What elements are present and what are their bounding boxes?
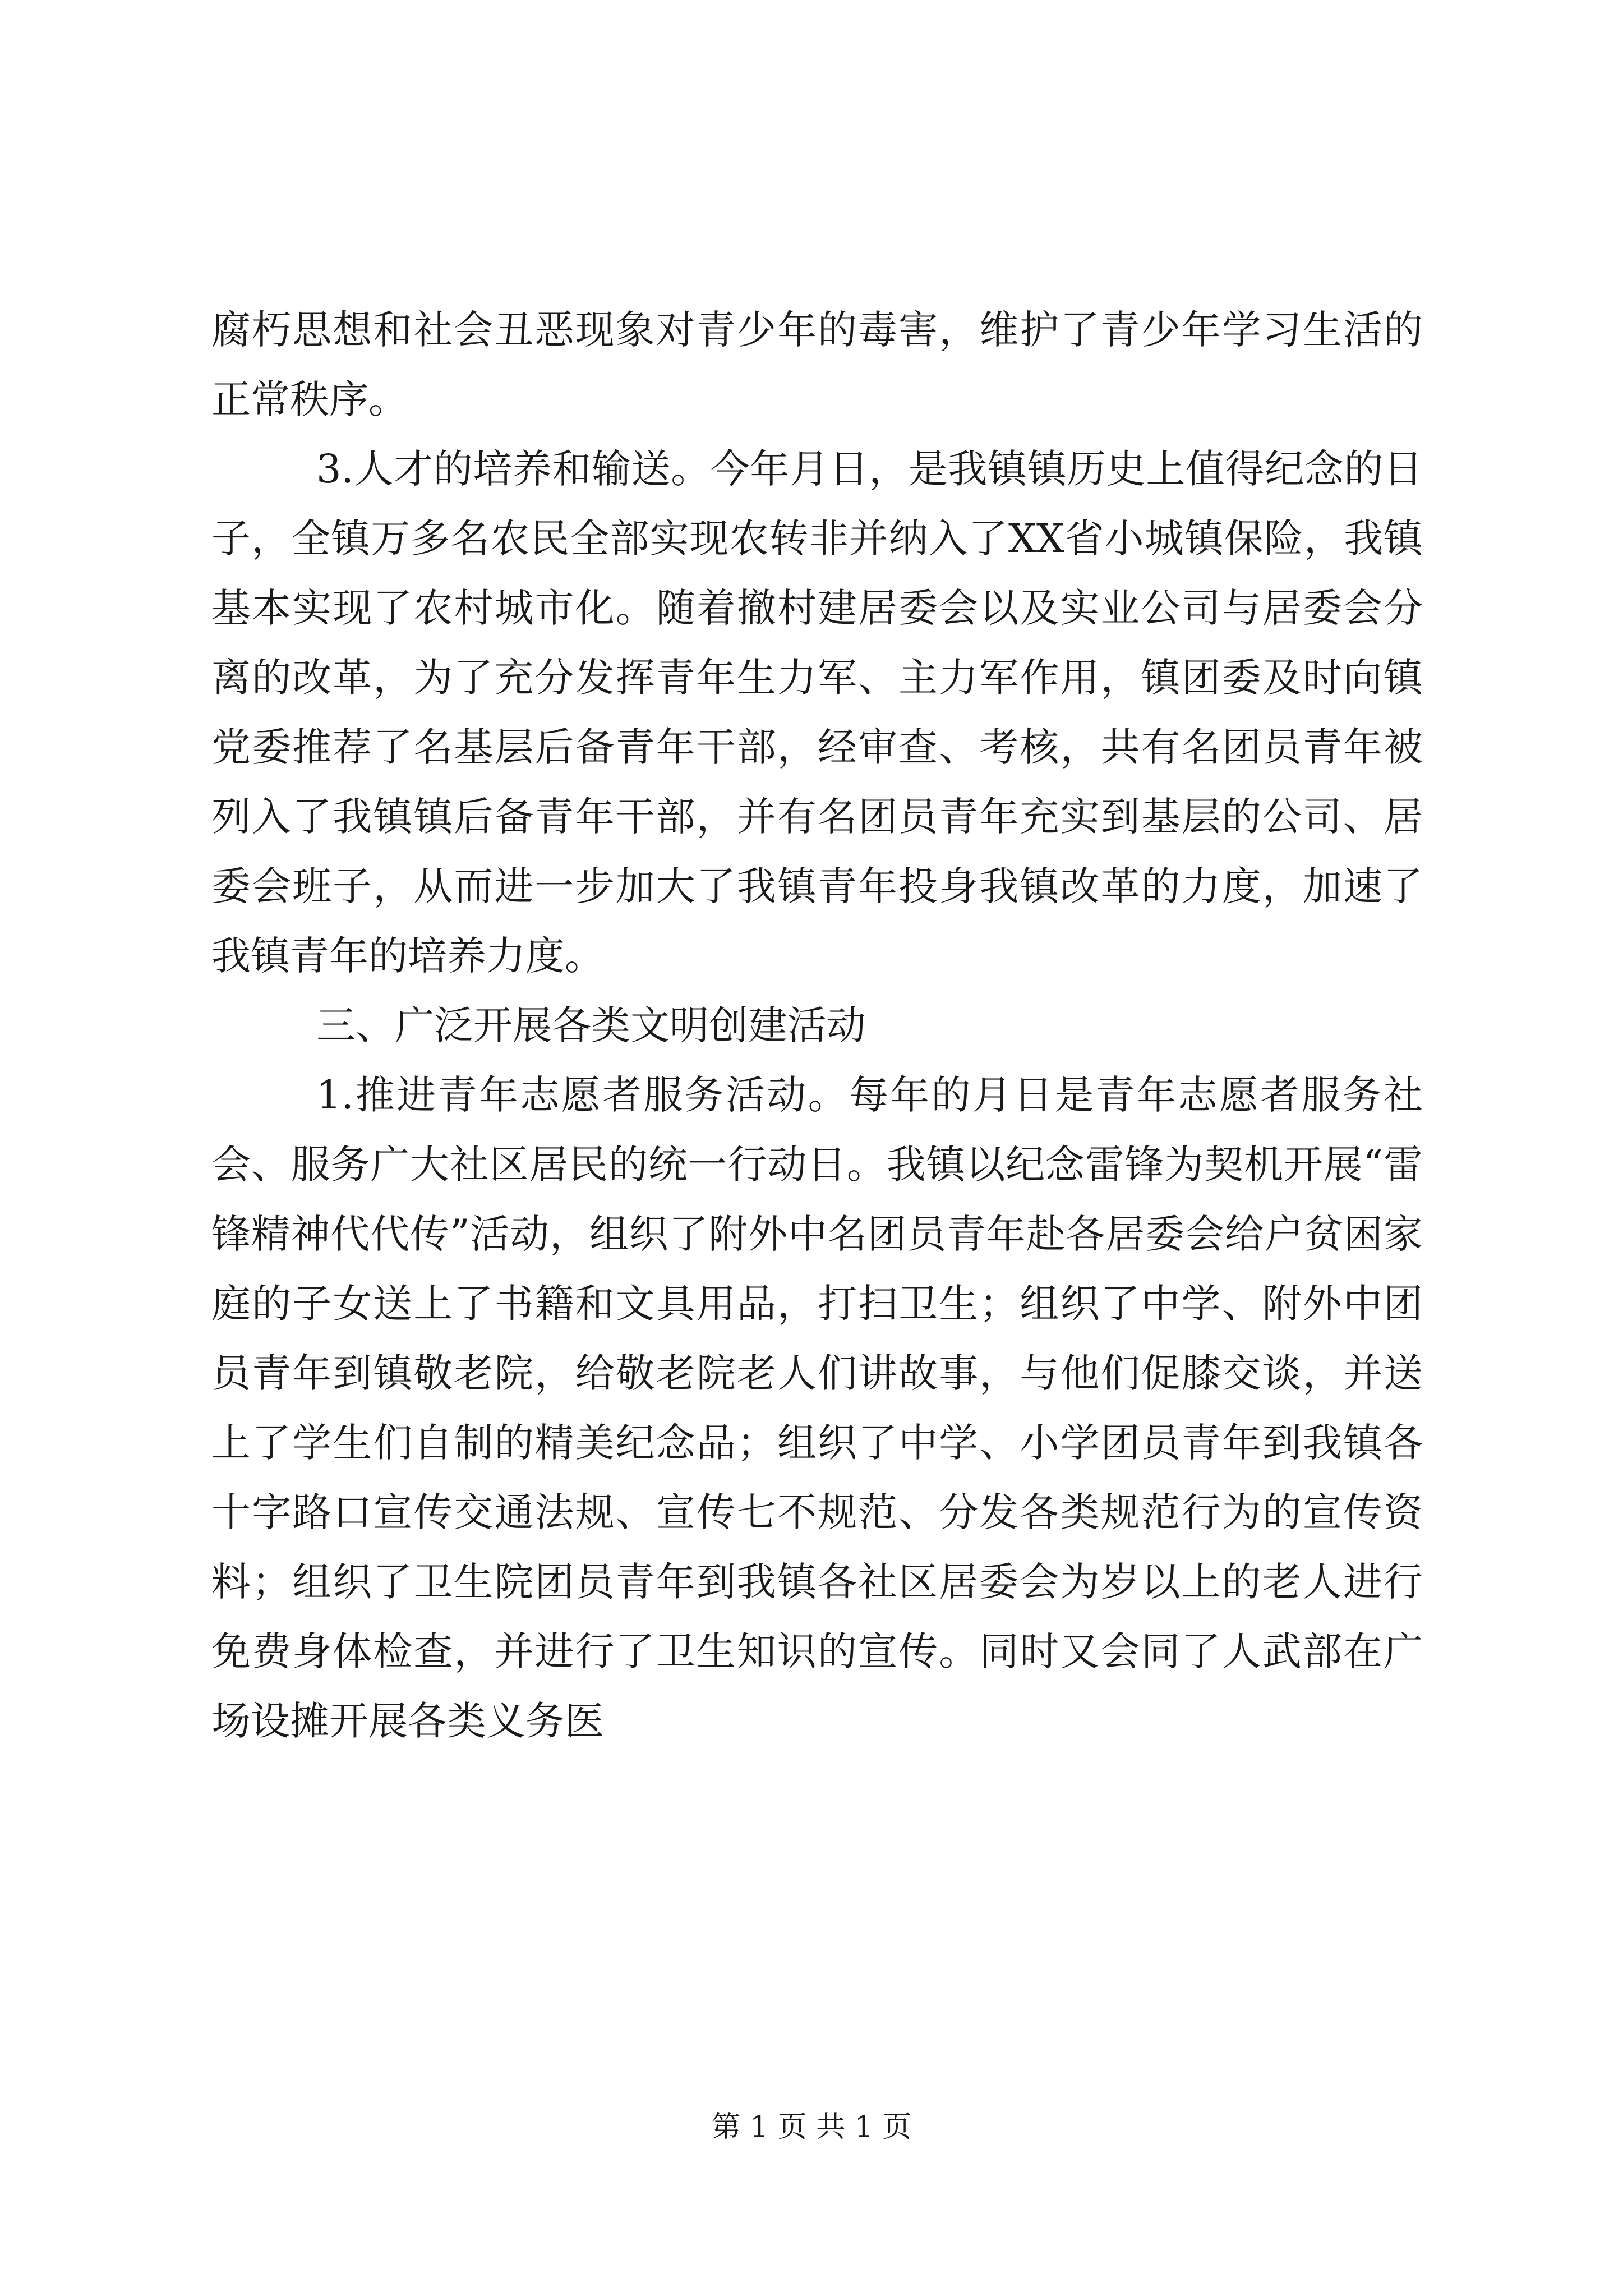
- page-footer: 第 1 页 共 1 页: [711, 2110, 912, 2144]
- paragraph-continuation: 腐朽思想和社会丑恶现象对青少年的毒害，维护了青少年学习生活的正常秩序。: [211, 307, 1423, 422]
- paragraph-volunteer-service: 1.推进青年志愿者服务活动。每年的月日是青年志愿者服务社会、服务广大社区居民的统一行动日。我镇以纪念雷锋为契机开展“雷锋精神代代传”活动，组织了附外中名团员青年赴各居委会给户贫困家庭的子女送上了书籍和文具用品，打扫卫生；组织了中学、附外中团员青年到镇敬老院，给敬老院老人们讲故事，与他们促膝交谈，并送上了学生们自制的精美纪念品；组织了中学、小学团员青年到我镇各十字路口宣传交通法规、宣传七不规范、分发各类规范行为的宣传资料；组织了卫生院团员青年到我镇各社区居委会为岁以上的老人进行免费身体检查，并进行了卫生知识的宣传。同时又会同了人武部在广场设摊开展各类义务医: [211, 1072, 1423, 1744]
- paragraph-talent-training: 3.人才的培养和输送。今年月日，是我镇镇历史上值得纪念的日子，全镇万多名农民全部实现农转非并纳入了XX省小城镇保险，我镇基本实现了农村城市化。随着撤村建居委会以及实业公司与居委会分离的改革，为了充分发挥青年生力军、主力军作用，镇团委及时向镇党委推荐了名基层后备青年干部，经审查、考核，共有名团员青年被列入了我镇镇后备青年干部，并有名团员青年充实到基层的公司、居委会班子，从而进一步加大了我镇青年投身我镇改革的力度，加速了我镇青年的培养力度。: [211, 446, 1423, 979]
- section-heading: 三、广泛开展各类文明创建活动: [316, 1002, 866, 1048]
- document-body: [211, 295, 1423, 1756]
